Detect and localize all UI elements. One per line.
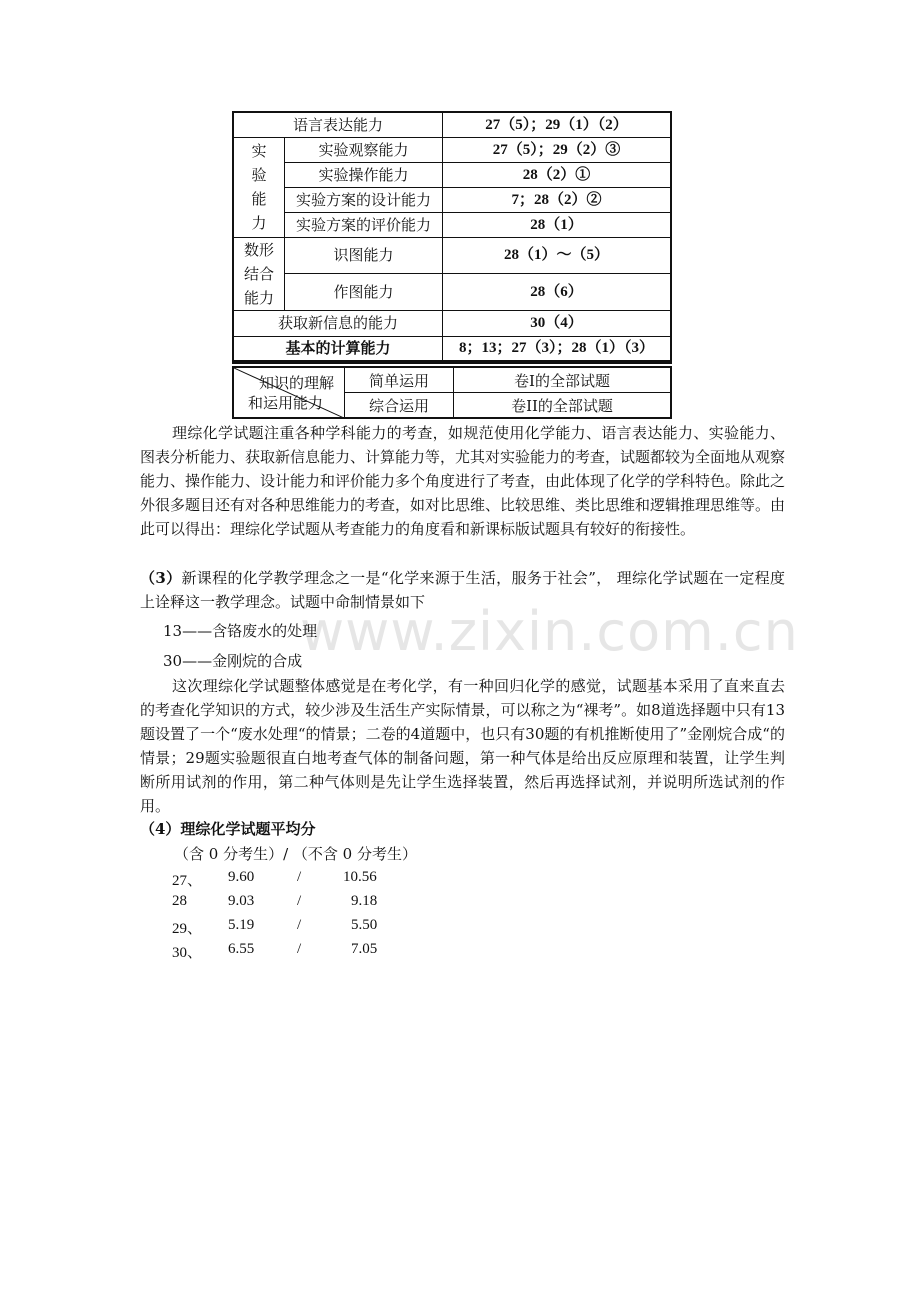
score-b: 7.05 <box>351 941 378 957</box>
row-design-label: 实验方案的设计能力 <box>285 187 443 212</box>
row-language-value: 27（5）；29（1）（2） <box>443 112 671 137</box>
row-language-label: 语言表达能力 <box>233 112 443 137</box>
row-complex-value: 卷II的全部试题 <box>454 393 672 419</box>
row-new-info-label: 获取新信息的能力 <box>233 310 443 336</box>
watermark: www.zixin.com.cn <box>300 600 799 663</box>
row-draw-chart-label: 作图能力 <box>285 274 443 311</box>
score-a: 6.55 <box>228 941 255 957</box>
row-simple-label: 简单运用 <box>345 367 454 393</box>
section-3-number: （3） <box>140 569 182 587</box>
row-observe-label: 实验观察能力 <box>285 137 443 162</box>
knowledge-table <box>232 366 672 419</box>
score-sep: / <box>297 941 302 957</box>
row-calc-value: 8；13；27（3）；28（1）（3） <box>443 336 671 362</box>
row-evaluate-label: 实验方案的评价能力 <box>285 212 443 237</box>
score-sep: / <box>297 917 302 933</box>
row-evaluate-value: 28（1） <box>443 212 671 237</box>
row-operate-label: 实验操作能力 <box>285 162 443 187</box>
group-experiment-label: 实 验 能 力 <box>233 137 285 237</box>
score-q: 29、 <box>172 921 203 937</box>
score-q: 28 <box>172 893 187 909</box>
section-3-text: 新课程的化学教学理念之一是“化学来源于生活，服务于社会”， 理综化学试题在一定程度上诠释这一教学理念。试题中命制情景如下 <box>140 569 786 611</box>
list-item-13: 13——含铬废水的处理 <box>163 622 318 640</box>
group-shape-label: 数形 结合 能力 <box>233 237 285 310</box>
paragraph-1: 理综化学试题注重各种学科能力的考查，如规范使用化学能力、语言表达能力、实验能力、图表分析能力、获取新信息能力、计算能力等，尤其对实验能力的考查，试题都较为全面地从观察能力、操作能力、设计能力和评价能力多个角度进行了考查，由此体现了化学的学科特色。除此之外很多题目还有对各种思维能力的考查，如对比思维、比较思维、类比思维和逻辑推理思维等。由此可以得出：理综化学试题从考查能力的角度看和新课标版试题具有较好的衔接性。 <box>140 424 786 538</box>
score-a: 9.03 <box>228 893 255 909</box>
row-new-info-value: 30（4） <box>443 310 671 336</box>
score-b: 10.56 <box>343 869 377 885</box>
score-b: 9.18 <box>351 893 378 909</box>
row-operate-value: 28（2）① <box>443 162 671 187</box>
diag-header-bottom: 和运用能力 <box>248 394 324 412</box>
row-complex-label: 综合运用 <box>345 393 454 419</box>
row-observe-value: 27（5）；29（2）③ <box>443 137 671 162</box>
row-design-value: 7；28（2）② <box>443 187 671 212</box>
score-q: 27、 <box>172 873 203 889</box>
score-a: 5.19 <box>228 917 255 933</box>
score-sep: / <box>297 893 302 909</box>
row-read-chart-label: 识图能力 <box>285 237 443 274</box>
list-item-30: 30——金刚烷的合成 <box>163 652 303 670</box>
row-draw-chart-value: 28（6） <box>443 274 671 311</box>
section-4-title: （4）理综化学试题平均分 <box>140 820 316 838</box>
paragraph-3: 这次理综化学试题整体感觉是在考化学，有一种回归化学的感觉，试题基本采用了直来直去的考查化学知识的方式，较少涉及生活生产实际情景，可以称之为“裸考”。如8道选择题中只有13题设置了一个“废水处理“的情景；二卷的4道题中，也只有30题的有机推断使用了”金刚烷合成“的情景；29题实验题很直白地考查气体的制备问题，第一种气体是给出反应原理和装置，让学生判断所用试剂的作用，第二种气体则是先让学生选择装置，然后再选择试剂，并说明所选试剂的作用。 <box>140 677 785 815</box>
score-a: 9.60 <box>228 869 255 885</box>
diag-header-top: 知识的理解 <box>258 374 334 392</box>
row-calc-label: 基本的计算能力 <box>233 336 443 362</box>
diagonal-header <box>233 367 345 418</box>
score-b: 5.50 <box>351 917 378 933</box>
score-header: （含 0 分考生）/ （不含 0 分考生） <box>174 845 417 863</box>
row-simple-value: 卷I的全部试题 <box>454 367 672 393</box>
row-read-chart-value: 28（1）～（5） <box>443 237 671 274</box>
score-q: 30、 <box>172 945 203 961</box>
score-sep: / <box>297 869 302 885</box>
ability-table <box>232 111 672 364</box>
